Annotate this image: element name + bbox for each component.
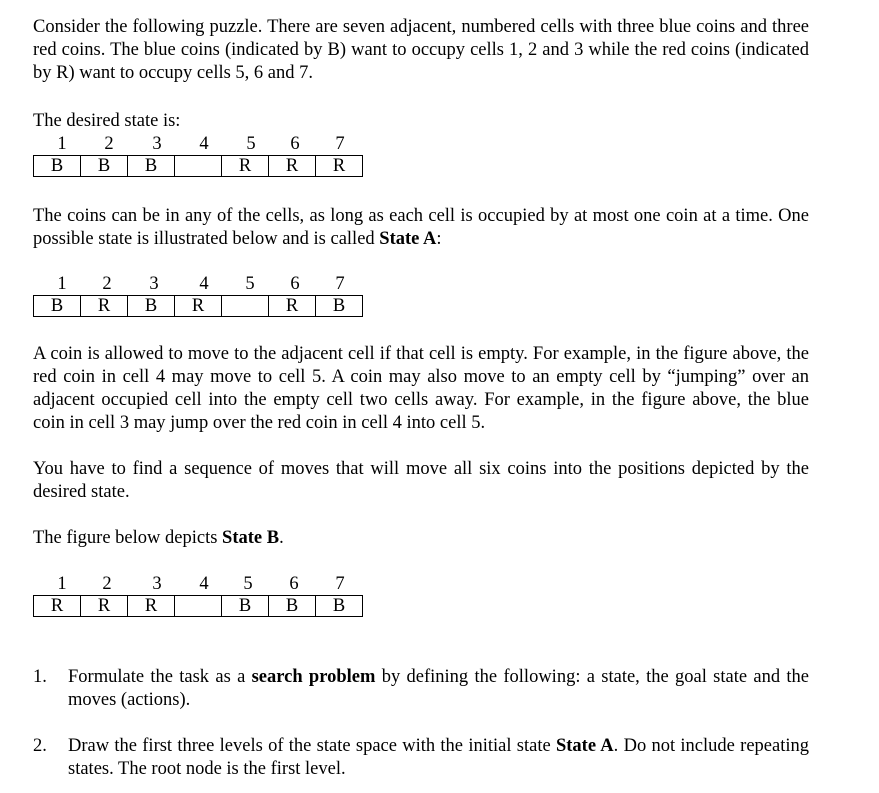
coin-cell: R [332, 156, 346, 176]
question-text-part: Draw the first three levels of the state space with the initial state [68, 736, 556, 756]
state-b-name: State B [222, 528, 280, 548]
cell-number: 2 [102, 574, 112, 594]
cell-number: 7 [335, 134, 345, 154]
coin-cell: B [332, 596, 346, 616]
cell-number: 7 [335, 574, 345, 594]
question-2 [33, 735, 809, 781]
cell-number: 2 [104, 134, 114, 154]
coin-cell: R [50, 596, 64, 616]
coin-cell [175, 156, 221, 176]
intro-paragraph: Consider the following puzzle. There are seven adjacent, numbered cells with three blue coins and three red coins. The blue coins (indicated by B) want to occupy cells 1, 2 and 3 while the red coins (indicated by R) want to occupy cells 5, 6 and 7. [33, 17, 809, 83]
moves-paragraph: A coin is allowed to move to the adjacent cell if that cell is empty. For example, in the figure above, the red coin in cell 4 may move to cell 5. A coin may also move to an empty cell by “jumping” over an adjacent occupied cell into the empty cell two cells away. For example, in the figure above, the blue coin in cell 3 may jump over the red coin in cell 4 into cell 5. [33, 344, 809, 433]
desired-state-grid [33, 155, 363, 177]
cell-number: 6 [290, 134, 300, 154]
coin-cell: B [97, 156, 111, 176]
desired-state-label: The desired state is: [33, 111, 181, 131]
coin-cell: B [332, 296, 346, 316]
cell-number: 6 [289, 574, 299, 594]
cell-number: 3 [152, 134, 162, 154]
cell-number: 5 [243, 574, 253, 594]
coin-cell: R [97, 596, 111, 616]
cell-number: 3 [152, 574, 162, 594]
task-paragraph: You have to find a sequence of moves that will move all six coins into the positions depicted by the desired state. [33, 459, 809, 502]
question-text [68, 735, 809, 781]
question-emphasis: State A [555, 736, 614, 756]
coin-cell [222, 296, 268, 316]
coin-cell: R [97, 296, 111, 316]
state-a-intro-text: The coins can be in any of the cells, as long as each cell is occupied by at most one coin at a time. One possible state is illustrated below and is called [33, 206, 809, 249]
state-b-cell-numbers [0, 573, 400, 595]
desired-cell-numbers [0, 133, 400, 155]
coin-cell: B [285, 596, 299, 616]
question-text-part: . Do not include repeating states. The root node is the first level. [68, 736, 809, 779]
state-b-intro [33, 527, 809, 550]
state-b-grid [33, 595, 363, 617]
coin-cell: R [144, 596, 158, 616]
state-a-name: State A [379, 229, 437, 249]
coin-cell: R [285, 296, 299, 316]
question-emphasis: search problem [251, 667, 376, 687]
question-number: 1. [33, 667, 47, 687]
cell-number: 5 [245, 274, 255, 294]
coin-cell [175, 596, 221, 616]
question-text-part: by defining the following: a state, the goal state and the moves (actions). [68, 667, 809, 710]
coin-cell: B [50, 156, 64, 176]
question-number: 2. [33, 736, 47, 756]
coin-cell: B [144, 296, 158, 316]
cell-number: 4 [199, 574, 209, 594]
cell-number: 4 [199, 274, 209, 294]
coin-cell: R [238, 156, 252, 176]
question-text [68, 666, 809, 712]
cell-number: 5 [246, 134, 256, 154]
cell-number: 1 [57, 574, 67, 594]
state-b-intro-suffix: . [279, 528, 284, 548]
coin-cell: B [238, 596, 252, 616]
state-a-grid [33, 295, 363, 317]
state-a-cell-numbers [0, 273, 400, 295]
cell-number: 2 [102, 274, 112, 294]
cell-number: 1 [57, 134, 67, 154]
question-1 [33, 666, 809, 712]
cell-number: 7 [335, 274, 345, 294]
state-a-intro-suffix: : [436, 229, 442, 249]
cell-number: 1 [57, 274, 67, 294]
cell-number: 4 [199, 134, 209, 154]
state-b-intro-text: The figure below depicts [33, 528, 223, 548]
coin-cell: R [191, 296, 205, 316]
coin-cell: B [50, 296, 64, 316]
state-a-intro [33, 205, 809, 251]
coin-cell: B [144, 156, 158, 176]
cell-number: 6 [290, 274, 300, 294]
question-text-part: Formulate the task as a [68, 667, 252, 687]
cell-number: 3 [149, 274, 159, 294]
coin-cell: R [285, 156, 299, 176]
